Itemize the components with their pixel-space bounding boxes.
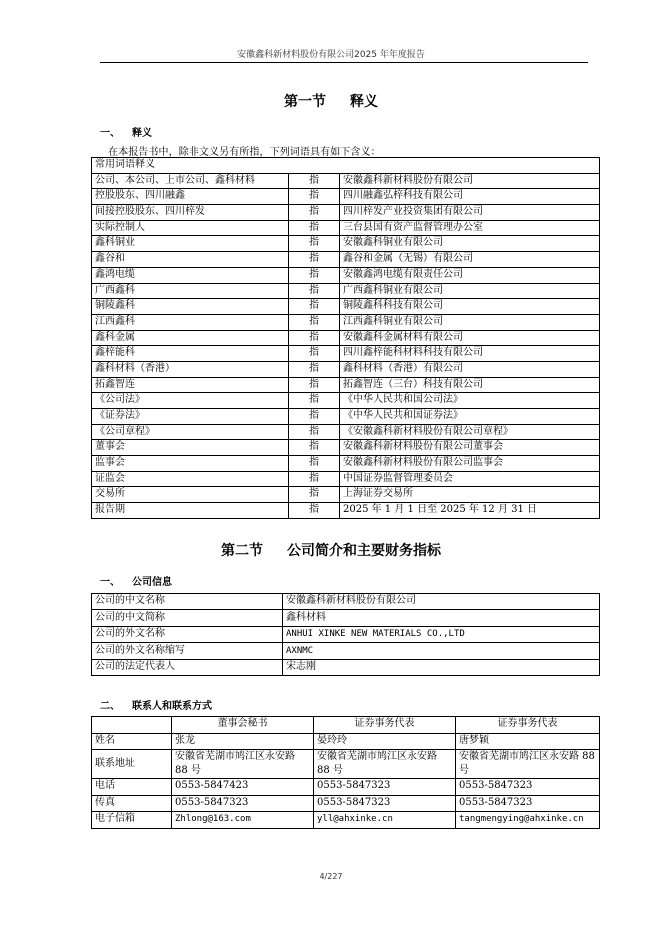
contact-column-header (92, 717, 172, 734)
definition-meaning: 鑫科材料（香港）有限公司 (340, 361, 600, 377)
definition-pointer: 指 (289, 471, 340, 487)
definition-term: 公司、本公司、上市公司、鑫科材料 (92, 173, 289, 189)
definition-meaning: 《中华人民共和国证券法》 (340, 409, 600, 425)
contact-row (92, 733, 600, 750)
definition-pointer: 指 (289, 377, 340, 393)
definition-meaning: 《中华人民共和国公司法》 (340, 393, 600, 409)
definition-term: 监事会 (92, 456, 289, 472)
definition-meaning: 安徽鑫科新材料股份有限公司董事会 (340, 440, 600, 456)
definition-meaning: 安徽鑫科金属材料有限公司 (340, 330, 600, 346)
company-info-label: 公司的外文名称缩写 (92, 643, 283, 659)
page-number: 4/227 (319, 872, 343, 881)
contact-column-header: 证券事务代表 (314, 717, 456, 734)
definition-pointer: 指 (289, 503, 340, 519)
definition-row (92, 471, 600, 487)
definition-row (92, 189, 600, 205)
contact-value: 0553-5847323 (172, 795, 314, 812)
contact-value: 安徽省芜湖市鸠江区永安路 88 号 (172, 750, 314, 779)
definition-term: 鑫鸿电缆 (92, 267, 289, 283)
company-info-value: AXNMC (283, 643, 600, 659)
definition-row (92, 440, 600, 456)
definition-meaning: 拓鑫智连（三台）科技有限公司 (340, 377, 600, 393)
contact-row-label: 电子信箱 (92, 812, 172, 829)
company-info-row (92, 594, 600, 610)
definition-pointer: 指 (289, 409, 340, 425)
definition-term: 证监会 (92, 471, 289, 487)
definition-pointer: 指 (289, 299, 340, 315)
definition-term: 《公司章程》 (92, 424, 289, 440)
definition-pointer: 指 (289, 393, 340, 409)
company-info-value: 宋志刚 (283, 659, 600, 675)
definition-pointer: 指 (289, 189, 340, 205)
definition-term: 鑫谷和 (92, 252, 289, 268)
contact-value: 张龙 (172, 733, 314, 750)
contact-value: 0553-5847323 (314, 795, 456, 812)
definition-pointer: 指 (289, 314, 340, 330)
definition-meaning: 安徽鑫鸿电缆有限责任公司 (340, 267, 600, 283)
definition-term: 报告期 (92, 503, 289, 519)
definition-term: 间接控股股东、四川梓发 (92, 205, 289, 221)
definition-row (92, 409, 600, 425)
section-2-name: 公司简介和主要财务指标 (287, 543, 441, 559)
definition-row (92, 314, 600, 330)
page-header: 安徽鑫科新材料股份有限公司2025 年年度报告 (237, 50, 425, 60)
contact-row (92, 795, 600, 812)
definition-meaning: 2025 年 1 月 1 日至 2025 年 12 月 31 日 (340, 503, 600, 519)
definition-row (92, 205, 600, 221)
definitions-heading-number: 一、 (100, 128, 120, 139)
definition-pointer: 指 (289, 487, 340, 503)
contact-column-header: 董事会秘书 (172, 717, 314, 734)
company-info-label: 公司的法定代表人 (92, 659, 283, 675)
company-info-row (92, 610, 600, 626)
definition-row (92, 252, 600, 268)
definition-term: 广西鑫科 (92, 283, 289, 299)
definition-term: 鑫科铜业 (92, 236, 289, 252)
contact-value: 0553-5847323 (456, 795, 600, 812)
definition-meaning: 铜陵鑫科科技有限公司 (340, 299, 600, 315)
company-info-value: 鑫科材料 (283, 610, 600, 626)
company-info-row (92, 659, 600, 675)
definitions-caption: 常用词语释义 (92, 158, 600, 174)
header-divider (100, 62, 588, 63)
definition-row (92, 173, 600, 189)
section-1-title (0, 91, 662, 111)
definition-row (92, 487, 600, 503)
definition-meaning: 四川鑫梓能科材料科技有限公司 (340, 346, 600, 362)
contact-value: 0553-5847323 (456, 779, 600, 796)
contact-heading-number: 二、 (100, 701, 120, 712)
definition-meaning: 广西鑫科铜业有限公司 (340, 283, 600, 299)
contact-heading-text: 联系人和联系方式 (132, 701, 212, 712)
definition-pointer: 指 (289, 220, 340, 236)
definition-row (92, 503, 600, 519)
definition-term: 江西鑫科 (92, 314, 289, 330)
contact-heading (100, 697, 212, 712)
definition-term: 鑫科金属 (92, 330, 289, 346)
definition-row (92, 456, 600, 472)
section-2-title (0, 540, 662, 560)
company-info-row (92, 643, 600, 659)
definition-pointer: 指 (289, 283, 340, 299)
section-2-number: 第二节 (221, 543, 263, 559)
definition-meaning: 安徽鑫科新材料股份有限公司监事会 (340, 456, 600, 472)
definition-pointer: 指 (289, 205, 340, 221)
contact-row-label: 姓名 (92, 733, 172, 750)
company-info-heading-number: 一、 (100, 577, 120, 588)
definition-meaning: 安徽鑫科新材料股份有限公司 (340, 173, 600, 189)
definition-meaning: 上海证券交易所 (340, 487, 600, 503)
definition-pointer: 指 (289, 330, 340, 346)
definition-term: 控股股东、四川融鑫 (92, 189, 289, 205)
contact-header-row (92, 717, 600, 734)
section-1-number: 第一节 (284, 94, 326, 110)
definition-meaning: 三台县国有资产监督管理办公室 (340, 220, 600, 236)
definition-row (92, 267, 600, 283)
definition-meaning: 《安徽鑫科新材料股份有限公司章程》 (340, 424, 600, 440)
definition-pointer: 指 (289, 440, 340, 456)
definition-meaning: 四川梓发产业投资集团有限公司 (340, 205, 600, 221)
contact-value: 0553-5847423 (172, 779, 314, 796)
definition-pointer: 指 (289, 361, 340, 377)
definition-row (92, 220, 600, 236)
company-info-label: 公司的中文简称 (92, 610, 283, 626)
company-info-heading (100, 573, 172, 588)
contact-value: 0553-5847323 (314, 779, 456, 796)
contact-row-label: 传真 (92, 795, 172, 812)
contact-value: 晏玲玲 (314, 733, 456, 750)
contact-row-label: 电话 (92, 779, 172, 796)
contact-row (92, 779, 600, 796)
definitions-heading (100, 124, 152, 139)
definition-pointer: 指 (289, 252, 340, 268)
definition-pointer: 指 (289, 456, 340, 472)
company-info-heading-text: 公司信息 (132, 577, 172, 588)
contact-column-header: 证券事务代表 (456, 717, 600, 734)
contact-row (92, 812, 600, 829)
definition-row (92, 377, 600, 393)
definition-meaning: 江西鑫科铜业有限公司 (340, 314, 600, 330)
definition-meaning: 四川融鑫弘梓科技有限公司 (340, 189, 600, 205)
definition-row (92, 346, 600, 362)
definition-meaning: 中国证券监督管理委员会 (340, 471, 600, 487)
company-info-table (91, 593, 600, 676)
company-info-value: ANHUI XINKE NEW MATERIALS CO.,LTD (283, 626, 600, 642)
definitions-intro: 在本报告书中，除非文义另有所指，下列词语具有如下含义： (108, 147, 381, 158)
contact-row-label: 联系地址 (92, 750, 172, 779)
definition-term: 《证券法》 (92, 409, 289, 425)
contact-value: 唐梦颖 (456, 733, 600, 750)
contact-value: 安徽省芜湖市鸠江区永安路 88 号 (314, 750, 456, 779)
definition-pointer: 指 (289, 267, 340, 283)
definition-meaning: 鑫谷和金属（无锡）有限公司 (340, 252, 600, 268)
contact-row (92, 750, 600, 779)
company-info-label: 公司的外文名称 (92, 626, 283, 642)
contact-value: Zhlong@163.com (172, 812, 314, 829)
contact-value: yll@ahxinke.cn (314, 812, 456, 829)
definitions-table (91, 157, 600, 519)
definition-term: 拓鑫智连 (92, 377, 289, 393)
definition-pointer: 指 (289, 346, 340, 362)
definition-pointer: 指 (289, 236, 340, 252)
company-info-value: 安徽鑫科新材料股份有限公司 (283, 594, 600, 610)
definition-term: 董事会 (92, 440, 289, 456)
definition-meaning: 安徽鑫科铜业有限公司 (340, 236, 600, 252)
definitions-caption-row (92, 158, 600, 174)
company-info-label: 公司的中文名称 (92, 594, 283, 610)
contact-value: 安徽省芜湖市鸠江区永安路 88 号 (456, 750, 600, 779)
definition-row (92, 361, 600, 377)
definition-term: 《公司法》 (92, 393, 289, 409)
definition-term: 实际控制人 (92, 220, 289, 236)
definition-pointer: 指 (289, 173, 340, 189)
section-1-name: 释义 (350, 94, 378, 110)
definition-row (92, 393, 600, 409)
contact-value: tangmengying@ahxinke.cn (456, 812, 600, 829)
definition-row (92, 330, 600, 346)
definition-term: 铜陵鑫科 (92, 299, 289, 315)
contact-table (91, 716, 600, 829)
definition-row (92, 299, 600, 315)
company-info-row (92, 626, 600, 642)
definition-row (92, 424, 600, 440)
definition-term: 鑫梓能科 (92, 346, 289, 362)
definition-term: 交易所 (92, 487, 289, 503)
definition-pointer: 指 (289, 424, 340, 440)
definition-row (92, 283, 600, 299)
definition-row (92, 236, 600, 252)
definition-term: 鑫科材料（香港） (92, 361, 289, 377)
definitions-heading-text: 释义 (132, 128, 152, 139)
